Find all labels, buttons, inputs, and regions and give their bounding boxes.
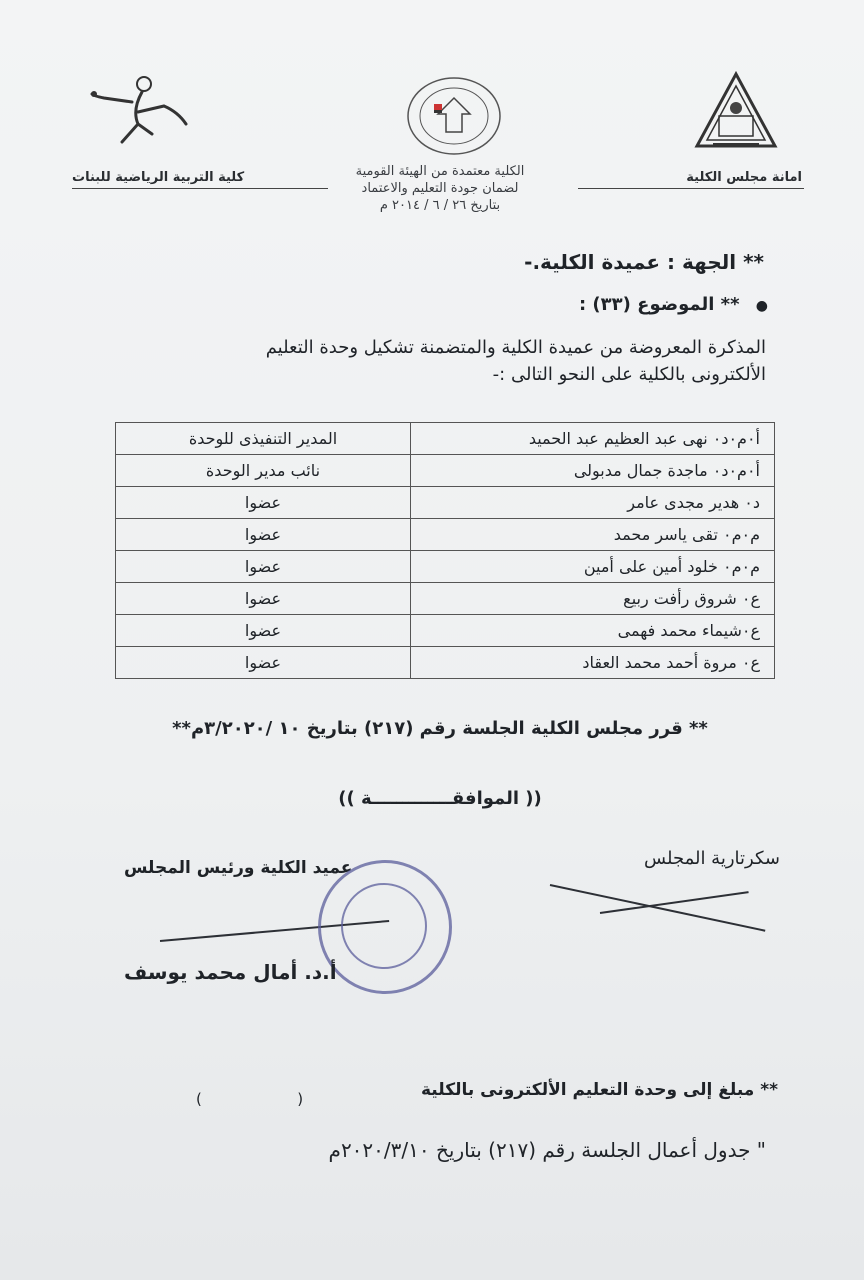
authority-label: ** الجهة : (667, 250, 764, 274)
secretariat-signature (550, 884, 766, 932)
member-role: عضوا (116, 583, 411, 615)
member-name: د٠ هدير مجدى عامر (411, 487, 775, 519)
member-name: ع٠ مروة أحمد محمد العقاد (411, 647, 775, 679)
council-secretariat-title: امانة مجلس الكلية (686, 170, 802, 185)
member-name: أ٠م٠د٠ ماجدة جمال مدبولى (411, 455, 775, 487)
notice-text: ** مبلغ إلى وحدة التعليم الألكترونى بالكلية (421, 1080, 778, 1100)
member-role: عضوا (116, 615, 411, 647)
subject-line (579, 294, 768, 315)
subject-body-line-1: المذكرة المعروضة من عميدة الكلية والمتضمنة تشكيل وحدة التعليم (265, 337, 766, 358)
council-decision: ** قرر مجلس الكلية الجلسة رقم (٢١٧) بتاريخ ١٠ /٣/٢٠٢٠م** (172, 718, 708, 739)
member-role: عضوا (116, 647, 411, 679)
member-role: نائب مدير الوحدة (116, 455, 411, 487)
dean-title: عميد الكلية ورئيس المجلس (124, 858, 353, 878)
notice-brackets: ( ) (196, 1090, 304, 1108)
accreditation-date: بتاريخ ٢٦ / ٦ / ٢٠١٤ م (379, 198, 501, 213)
authority-line (524, 250, 764, 274)
member-name: م٠م٠ تقى ياسر محمد (411, 519, 775, 551)
member-name: ع٠ شروق رأفت ربيع (411, 583, 775, 615)
zagazig-university-logo-icon (693, 70, 779, 150)
secretariat-label: سكرتارية المجلس (644, 848, 780, 869)
agenda-reference: " جدول أعمال الجلسة رقم (٢١٧) بتاريخ ٢٠٢٠/٣/١٠م (328, 1138, 766, 1162)
member-row (116, 423, 775, 455)
dean-name: أ.د. أمال محمد يوسف (124, 960, 337, 984)
members-table (115, 422, 775, 679)
member-role: المدير التنفيذى للوحدة (116, 423, 411, 455)
accreditation-line-2: لضمان جودة التعليم والاعتماد (361, 181, 519, 196)
accreditation-block (330, 163, 550, 214)
faculty-name: كلية التربية الرياضية للبنات (72, 170, 245, 185)
member-row (116, 615, 775, 647)
subject-body (86, 334, 766, 388)
header-rule-left (72, 188, 328, 189)
authority-value: عميدة الكلية.- (524, 250, 661, 274)
member-row (116, 583, 775, 615)
member-name: ع٠شيماء محمد فهمى (411, 615, 775, 647)
official-stamp (318, 860, 452, 994)
approval-text: (( الموافقـــــــــــــة )) (338, 788, 542, 809)
member-row (116, 455, 775, 487)
member-role: عضوا (116, 551, 411, 583)
member-row (116, 487, 775, 519)
member-role: عضوا (116, 519, 411, 551)
member-row (116, 551, 775, 583)
runner-logo-icon (82, 72, 192, 152)
subject-label: ** الموضوع (٣٣) : (578, 294, 740, 315)
subject-body-line-2: الألكترونى بالكلية على النحو التالى :- (492, 364, 766, 385)
naqaae-seal-icon (404, 74, 504, 158)
header-rule-right (578, 188, 804, 189)
member-row (116, 647, 775, 679)
member-name: م٠م٠ خلود أمين على أمين (411, 551, 775, 583)
accreditation-line-1: الكلية معتمدة من الهيئة القومية (355, 164, 525, 179)
member-row (116, 519, 775, 551)
member-name: أ٠م٠د٠ نهى عبد العظيم عبد الحميد (411, 423, 775, 455)
bullet-icon: ● (755, 298, 768, 314)
member-role: عضوا (116, 487, 411, 519)
